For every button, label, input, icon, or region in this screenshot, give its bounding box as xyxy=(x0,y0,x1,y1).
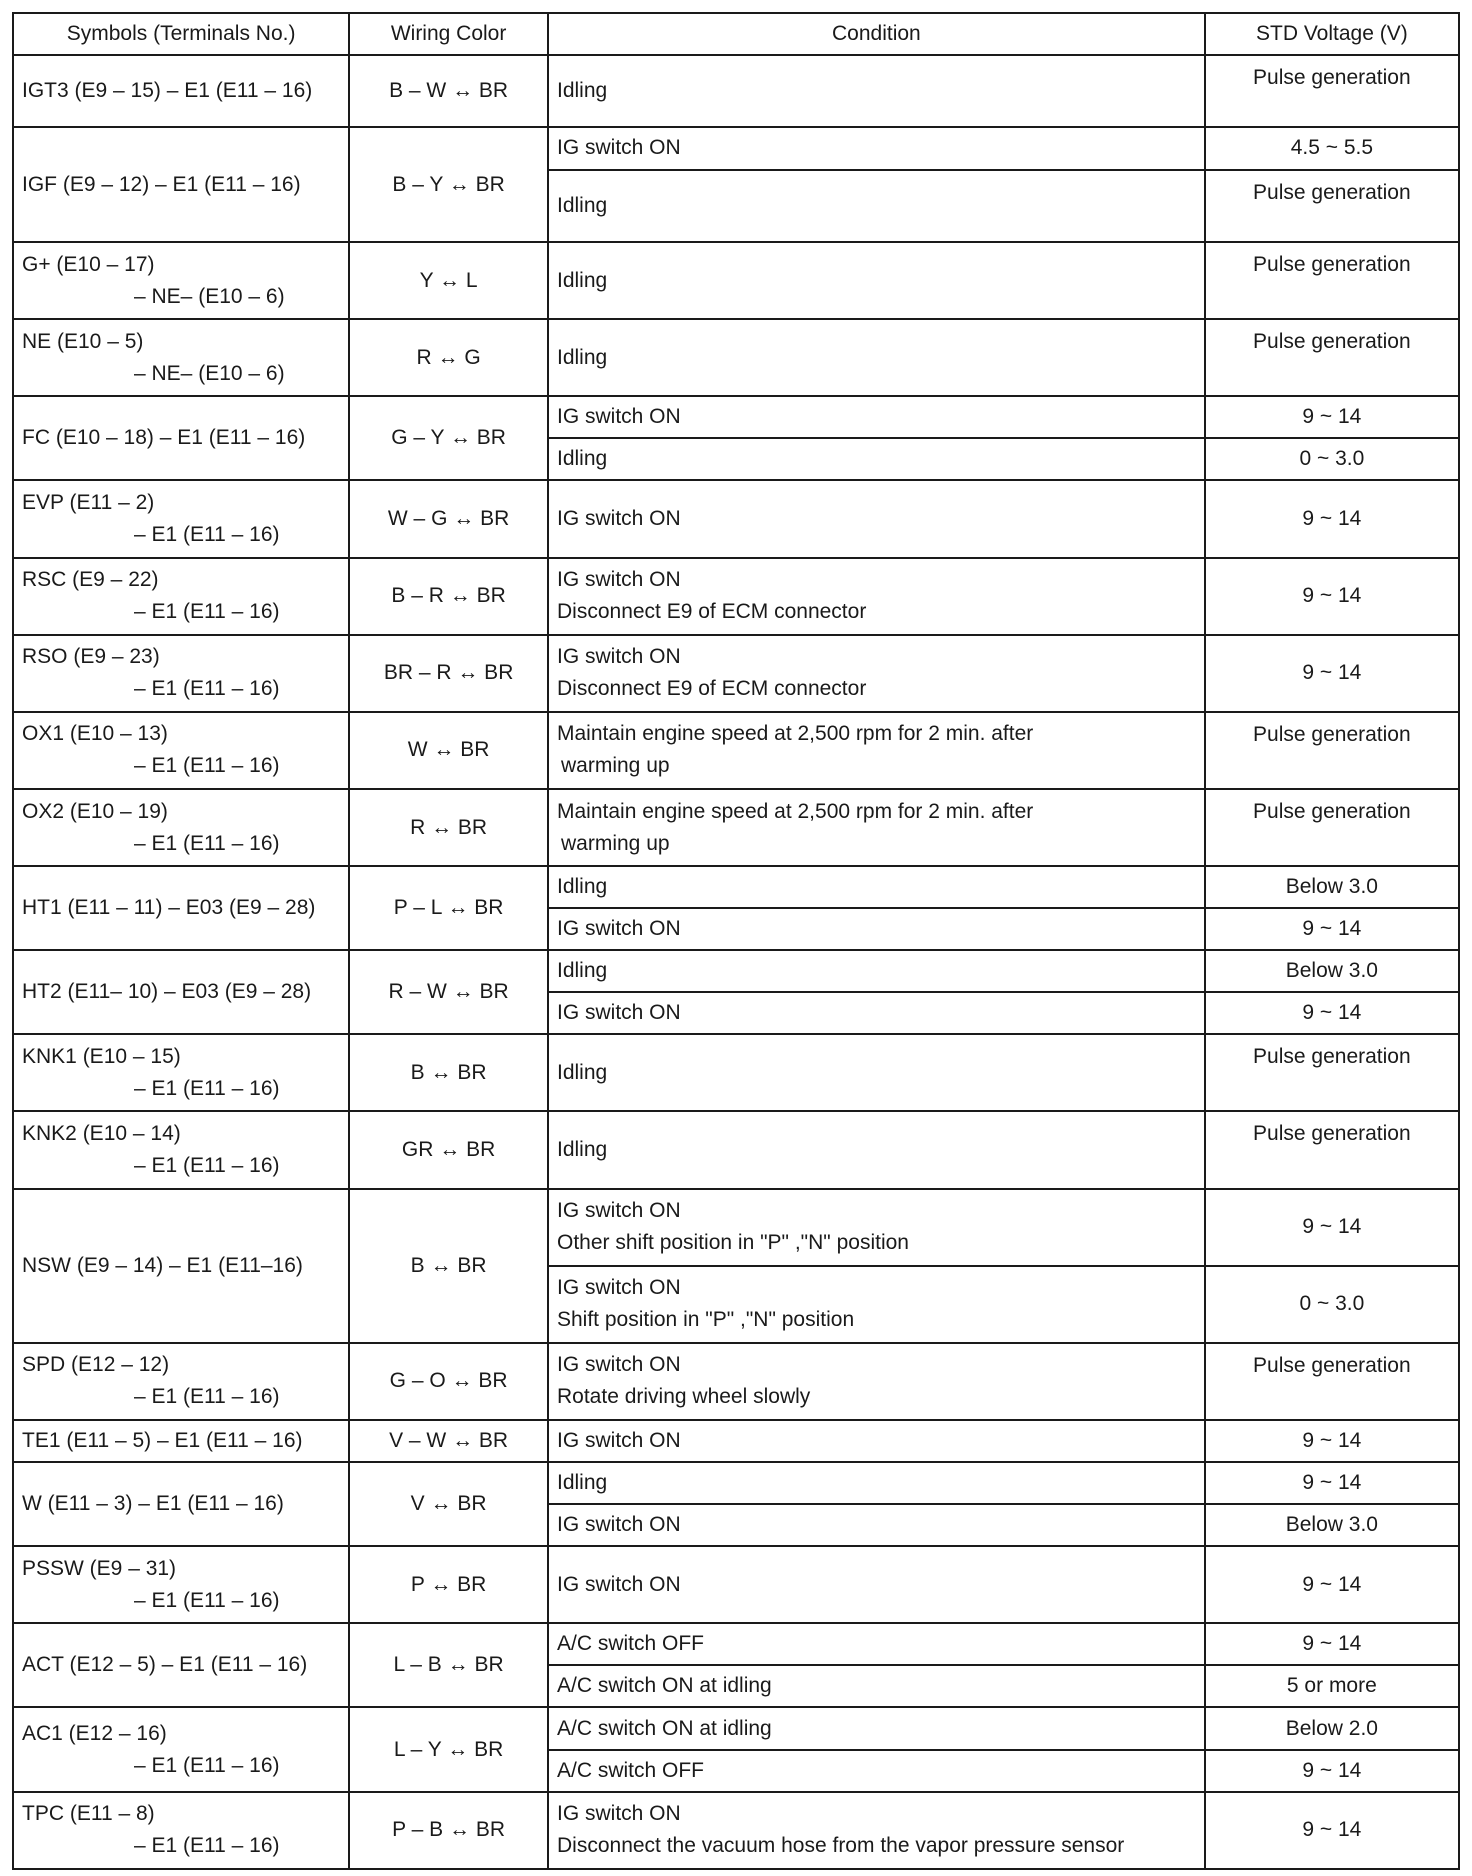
condition-line: Other shift position in "P" ,"N" position xyxy=(557,1231,909,1255)
symbol-ground-terminal: – E1 (E11 – 16) xyxy=(134,1385,280,1409)
symbol-terminal: RSC (E9 – 22) xyxy=(22,568,159,592)
symbol-terminal: EVP (E11 – 2) xyxy=(22,490,155,514)
table-row xyxy=(13,866,1459,908)
condition-cell xyxy=(548,908,1205,950)
symbol-terminal: TE1 (E11 – 5) – E1 (E11 – 16) xyxy=(22,1429,303,1453)
symbol-cell xyxy=(13,1792,349,1869)
condition-cell xyxy=(548,1665,1205,1707)
symbol-terminal: ACT (E12 – 5) – E1 (E11 – 16) xyxy=(22,1653,308,1677)
condition-line: Idling xyxy=(557,193,608,217)
std-voltage-cell: 9 ~ 14 xyxy=(1205,396,1459,438)
wiring-color-cell: B – R ↔ BR xyxy=(349,558,548,635)
std-voltage-cell: Pulse generation xyxy=(1205,319,1459,396)
std-voltage-cell: 9 ~ 14 xyxy=(1205,992,1459,1034)
wiring-color-cell: B – W ↔ BR xyxy=(349,55,548,127)
std-voltage-cell: 9 ~ 14 xyxy=(1205,1462,1459,1504)
symbol-terminal: OX2 (E10 – 19) xyxy=(22,799,168,823)
wiring-color-cell: B ↔ BR xyxy=(349,1189,548,1343)
symbol-ground-terminal: – E1 (E11 – 16) xyxy=(134,522,280,546)
condition-cell xyxy=(548,1420,1205,1462)
condition-line: IG switch ON xyxy=(557,1802,681,1826)
wiring-color-cell: G – O ↔ BR xyxy=(349,1343,548,1420)
condition-line: Shift position in "P" ,"N" position xyxy=(557,1308,855,1332)
condition-line: IG switch ON xyxy=(557,568,681,592)
condition-line: A/C switch ON at idling xyxy=(557,1674,772,1698)
std-voltage-cell: Pulse generation xyxy=(1205,789,1459,866)
std-voltage-cell: 5 or more xyxy=(1205,1665,1459,1707)
table-body xyxy=(13,55,1459,1869)
std-voltage-cell: 9 ~ 14 xyxy=(1205,1792,1459,1869)
symbol-terminal: IGF (E9 – 12) – E1 (E11 – 16) xyxy=(22,172,301,196)
symbol-terminal: SPD (E12 – 12) xyxy=(22,1353,170,1377)
condition-line: Idling xyxy=(557,345,608,369)
condition-line: IG switch ON xyxy=(557,1001,681,1025)
std-voltage-cell: 9 ~ 14 xyxy=(1205,635,1459,712)
condition-line: IG switch ON xyxy=(557,1429,681,1453)
symbol-ground-terminal: – E1 (E11 – 16) xyxy=(134,831,280,855)
condition-line: Disconnect E9 of ECM connector xyxy=(557,600,867,624)
symbol-terminal: PSSW (E9 – 31) xyxy=(22,1556,177,1580)
condition-line: Idling xyxy=(557,79,608,103)
table-row xyxy=(13,480,1459,557)
condition-cell xyxy=(548,789,1205,866)
symbol-cell xyxy=(13,1623,349,1707)
condition-cell xyxy=(548,1750,1205,1792)
wiring-color-cell: L – Y ↔ BR xyxy=(349,1707,548,1791)
condition-cell xyxy=(548,1707,1205,1749)
table-row xyxy=(13,712,1459,789)
wiring-color-cell: B ↔ BR xyxy=(349,1034,548,1111)
condition-line: IG switch ON xyxy=(557,1513,681,1537)
std-voltage-cell: 0 ~ 3.0 xyxy=(1205,1266,1459,1343)
condition-cell xyxy=(548,396,1205,438)
wiring-color-cell: R – W ↔ BR xyxy=(349,950,548,1034)
condition-cell xyxy=(548,319,1205,396)
std-voltage-cell: Below 3.0 xyxy=(1205,1504,1459,1546)
table-row xyxy=(13,950,1459,992)
table-row xyxy=(13,1034,1459,1111)
symbol-ground-terminal: – E1 (E11 – 16) xyxy=(134,754,280,778)
condition-line: IG switch ON xyxy=(557,405,681,429)
symbol-cell xyxy=(13,712,349,789)
condition-line: A/C switch OFF xyxy=(557,1632,705,1656)
condition-cell xyxy=(548,242,1205,319)
table-row xyxy=(13,635,1459,712)
std-voltage-cell: Below 3.0 xyxy=(1205,866,1459,908)
condition-line: Idling xyxy=(557,268,608,292)
symbol-cell xyxy=(13,1111,349,1188)
condition-line: IG switch ON xyxy=(557,136,681,160)
symbol-terminal: G+ (E10 – 17) xyxy=(22,252,155,276)
table-row xyxy=(13,396,1459,438)
table-row xyxy=(13,1111,1459,1188)
condition-line: IG switch ON xyxy=(557,645,681,669)
std-voltage-cell: Pulse generation xyxy=(1205,242,1459,319)
symbol-terminal: FC (E10 – 18) – E1 (E11 – 16) xyxy=(22,426,306,450)
symbol-ground-terminal: – E1 (E11 – 16) xyxy=(134,1753,280,1777)
table-row xyxy=(13,789,1459,866)
header-row xyxy=(13,13,1459,55)
symbol-cell xyxy=(13,866,349,950)
condition-cell xyxy=(548,1546,1205,1623)
std-voltage-cell: Below 2.0 xyxy=(1205,1707,1459,1749)
condition-cell xyxy=(548,55,1205,127)
wiring-color-cell: L – B ↔ BR xyxy=(349,1623,548,1707)
symbol-ground-terminal: – NE– (E10 – 6) xyxy=(134,361,285,385)
condition-cell xyxy=(548,170,1205,242)
table-row xyxy=(13,1623,1459,1665)
std-voltage-cell: Pulse generation xyxy=(1205,712,1459,789)
condition-cell xyxy=(548,480,1205,557)
std-voltage-cell: 9 ~ 14 xyxy=(1205,1750,1459,1792)
condition-line: A/C switch OFF xyxy=(557,1758,705,1782)
std-voltage-cell: Pulse generation xyxy=(1205,1034,1459,1111)
symbol-terminal: AC1 (E12 – 16) xyxy=(22,1721,167,1745)
symbol-cell xyxy=(13,1189,349,1343)
symbol-terminal: KNK1 (E10 – 15) xyxy=(22,1044,181,1068)
symbol-ground-terminal: – NE– (E10 – 6) xyxy=(134,284,285,308)
condition-line: IG switch ON xyxy=(557,1199,681,1223)
condition-cell xyxy=(548,1266,1205,1343)
symbol-ground-terminal: – E1 (E11 – 16) xyxy=(134,600,280,624)
wiring-color-cell: G – Y ↔ BR xyxy=(349,396,548,480)
table-row xyxy=(13,319,1459,396)
condition-cell xyxy=(548,1343,1205,1420)
header-std-voltage: STD Voltage (V) xyxy=(1205,13,1459,55)
condition-line: Rotate driving wheel slowly xyxy=(557,1385,811,1409)
symbol-ground-terminal: – E1 (E11 – 16) xyxy=(134,677,280,701)
symbol-cell xyxy=(13,319,349,396)
std-voltage-cell: 9 ~ 14 xyxy=(1205,480,1459,557)
symbol-ground-terminal: – E1 (E11 – 16) xyxy=(134,1076,280,1100)
condition-line: IG switch ON xyxy=(557,506,681,530)
wiring-color-cell: P ↔ BR xyxy=(349,1546,548,1623)
std-voltage-table xyxy=(12,12,1460,1870)
wiring-color-cell: R ↔ BR xyxy=(349,789,548,866)
condition-line: Idling xyxy=(557,447,608,471)
std-voltage-cell: 9 ~ 14 xyxy=(1205,1623,1459,1665)
symbol-terminal: NE (E10 – 5) xyxy=(22,329,144,353)
std-voltage-cell: 9 ~ 14 xyxy=(1205,1420,1459,1462)
table-row xyxy=(13,1707,1459,1749)
symbol-cell xyxy=(13,1343,349,1420)
condition-line: IG switch ON xyxy=(557,1276,681,1300)
symbol-terminal: W (E11 – 3) – E1 (E11 – 16) xyxy=(22,1492,284,1516)
symbol-cell xyxy=(13,242,349,319)
symbol-terminal: RSO (E9 – 23) xyxy=(22,645,160,669)
condition-line: Maintain engine speed at 2,500 rpm for 2 min. after xyxy=(557,722,1034,746)
symbol-terminal: NSW (E9 – 14) – E1 (E11–16) xyxy=(22,1253,303,1277)
condition-cell xyxy=(548,1034,1205,1111)
wiring-color-cell: W ↔ BR xyxy=(349,712,548,789)
symbol-cell xyxy=(13,1707,349,1791)
condition-cell xyxy=(548,866,1205,908)
condition-cell xyxy=(548,1623,1205,1665)
condition-line: Idling xyxy=(557,1060,608,1084)
symbol-cell xyxy=(13,1034,349,1111)
table-row xyxy=(13,242,1459,319)
symbol-cell xyxy=(13,396,349,480)
wiring-color-cell: BR – R ↔ BR xyxy=(349,635,548,712)
symbol-cell xyxy=(13,1546,349,1623)
symbol-cell xyxy=(13,127,349,242)
symbol-terminal: HT1 (E11 – 11) – E03 (E9 – 28) xyxy=(22,896,316,920)
symbol-terminal: HT2 (E11– 10) – E03 (E9 – 28) xyxy=(22,980,312,1004)
std-voltage-cell: 9 ~ 14 xyxy=(1205,558,1459,635)
wiring-color-cell: P – B ↔ BR xyxy=(349,1792,548,1869)
symbol-ground-terminal: – E1 (E11 – 16) xyxy=(134,1588,280,1612)
symbol-terminal: KNK2 (E10 – 14) xyxy=(22,1122,181,1146)
symbol-cell xyxy=(13,1420,349,1462)
condition-cell xyxy=(548,127,1205,169)
table-row xyxy=(13,1189,1459,1266)
std-voltage-cell: Pulse generation xyxy=(1205,1343,1459,1420)
condition-line: Idling xyxy=(557,1471,608,1495)
wiring-color-cell: P – L ↔ BR xyxy=(349,866,548,950)
symbol-ground-terminal: – E1 (E11 – 16) xyxy=(134,1154,280,1178)
symbol-terminal: IGT3 (E9 – 15) – E1 (E11 – 16) xyxy=(22,79,313,103)
header-wiring-color: Wiring Color xyxy=(349,13,548,55)
condition-cell xyxy=(548,1189,1205,1266)
std-voltage-cell: 0 ~ 3.0 xyxy=(1205,438,1459,480)
condition-cell xyxy=(548,558,1205,635)
wiring-color-cell: V ↔ BR xyxy=(349,1462,548,1546)
condition-cell xyxy=(548,438,1205,480)
condition-line: IG switch ON xyxy=(557,1353,681,1377)
header-symbols: Symbols (Terminals No.) xyxy=(13,13,349,55)
symbol-cell xyxy=(13,55,349,127)
table-row xyxy=(13,127,1459,169)
std-voltage-cell: Pulse generation xyxy=(1205,170,1459,242)
wiring-color-cell: GR ↔ BR xyxy=(349,1111,548,1188)
condition-line: IG switch ON xyxy=(557,1572,681,1596)
table-row xyxy=(13,1792,1459,1869)
symbol-terminal: TPC (E11 – 8) xyxy=(22,1802,155,1826)
symbol-cell xyxy=(13,558,349,635)
std-voltage-cell: Below 3.0 xyxy=(1205,950,1459,992)
table-row xyxy=(13,1462,1459,1504)
std-voltage-cell: Pulse generation xyxy=(1205,1111,1459,1188)
condition-line: Disconnect E9 of ECM connector xyxy=(557,677,867,701)
condition-line: Idling xyxy=(557,1138,608,1162)
condition-cell xyxy=(548,1792,1205,1869)
condition-line: Maintain engine speed at 2,500 rpm for 2 min. after xyxy=(557,799,1034,823)
header-condition: Condition xyxy=(548,13,1205,55)
table-row xyxy=(13,558,1459,635)
std-voltage-cell: Pulse generation xyxy=(1205,55,1459,127)
condition-line: Idling xyxy=(557,875,608,899)
condition-line: IG switch ON xyxy=(557,917,681,941)
std-voltage-cell: 9 ~ 14 xyxy=(1205,1189,1459,1266)
wiring-color-cell: B – Y ↔ BR xyxy=(349,127,548,242)
symbol-ground-terminal: – E1 (E11 – 16) xyxy=(134,1834,280,1858)
condition-cell xyxy=(548,992,1205,1034)
condition-cell xyxy=(548,635,1205,712)
wiring-color-cell: Y ↔ L xyxy=(349,242,548,319)
symbol-cell xyxy=(13,950,349,1034)
symbol-cell xyxy=(13,789,349,866)
condition-cell xyxy=(548,1462,1205,1504)
condition-line: warming up xyxy=(561,754,670,778)
symbol-terminal: OX1 (E10 – 13) xyxy=(22,722,168,746)
std-voltage-cell: 9 ~ 14 xyxy=(1205,908,1459,950)
symbol-cell xyxy=(13,1462,349,1546)
condition-cell xyxy=(548,950,1205,992)
condition-line: A/C switch ON at idling xyxy=(557,1716,772,1740)
table-row xyxy=(13,1546,1459,1623)
symbol-cell xyxy=(13,635,349,712)
wiring-color-cell: W – G ↔ BR xyxy=(349,480,548,557)
wiring-color-cell: V – W ↔ BR xyxy=(349,1420,548,1462)
symbol-cell xyxy=(13,480,349,557)
std-voltage-cell: 9 ~ 14 xyxy=(1205,1546,1459,1623)
condition-cell xyxy=(548,1111,1205,1188)
table-row xyxy=(13,1343,1459,1420)
table-row xyxy=(13,1420,1459,1462)
condition-cell xyxy=(548,1504,1205,1546)
condition-line: Disconnect the vacuum hose from the vapor pressure sensor xyxy=(557,1834,1125,1858)
condition-cell xyxy=(548,712,1205,789)
table-row xyxy=(13,55,1459,127)
condition-line: warming up xyxy=(561,831,670,855)
std-voltage-cell: 4.5 ~ 5.5 xyxy=(1205,127,1459,169)
condition-line: Idling xyxy=(557,959,608,983)
wiring-color-cell: R ↔ G xyxy=(349,319,548,396)
